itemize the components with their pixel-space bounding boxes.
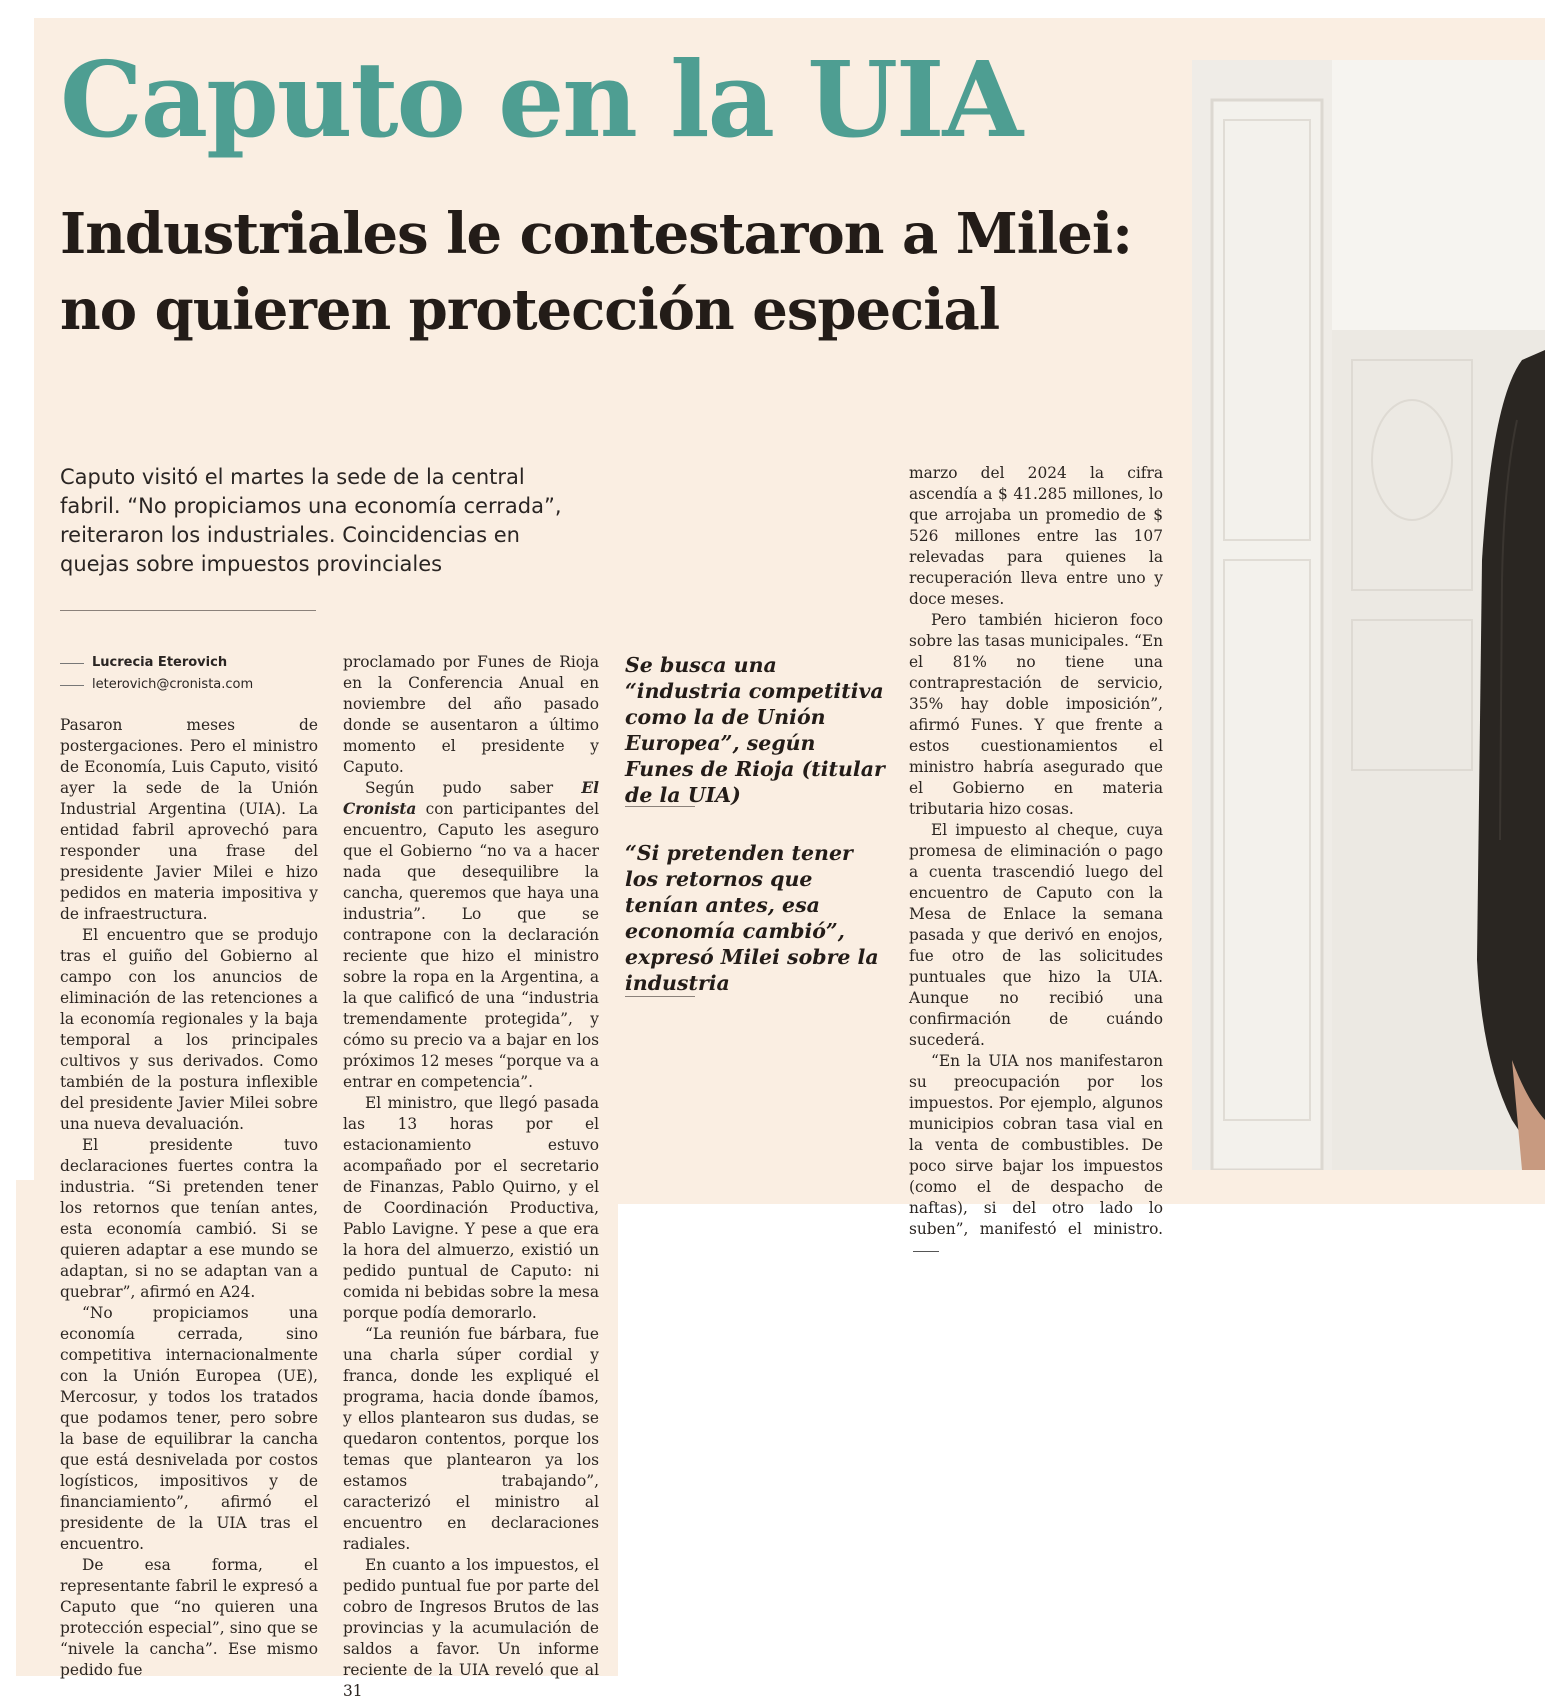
headline: Industriales le contestaron a Milei: no quieren protección especial <box>60 201 1132 343</box>
body-column-4 <box>909 463 1163 1261</box>
body-paragraph: El impuesto al cheque, cuya promesa de eliminación o pago a cuenta trascendió luego del encuentro de Caputo con la Mesa de Enlace la semana pasada y que derivó en enojos, fue otro de las solicitudes puntuales que hizo la UIA. Aunque no recibió una confirmación de cuándo sucederá. <box>909 821 1163 1049</box>
source-name: El Cronista <box>343 779 599 818</box>
body-paragraph: De esa forma, el representante fabril le expresó a Caputo que “no quieren una protección especial”, sino que se “nivele la cancha”. Ese mismo pedido fue <box>60 1556 318 1679</box>
body-paragraph: “La reunión fue bárbara, fue una charla súper cordial y franca, donde les expliqué el programa, hacia donde íbamos, y ellos plantearon sus dudas, se quedaron contentos, porque los temas que plantearon ya los estamos trabajando”, caracterizó el ministro al encuentro en declaraciones radiales. <box>343 1325 599 1553</box>
body-paragraph: Según pudo saber El Cronista con participantes del encuentro, Caputo les aseguro que el Gobierno “no va a hacer nada que desequilibre la cancha, queremos que haya una industria”. Lo que se contrapone con la declaración reciente que hizo el ministro sobre la ropa en la Argentina, a la que calificó de una “industria tremendamente protegida”, y cómo su precio va a bajar en los próximos 12 meses “porque va a entrar en competencia”. <box>343 779 599 1091</box>
body-column-1 <box>60 715 318 1681</box>
body-column-2 <box>343 652 599 1702</box>
body-paragraph: proclamado por Funes de Rioja en la Conferencia Anual en noviembre del año pasado donde se ausentaron a último momento el presidente y Caputo. <box>343 653 599 776</box>
body-paragraph: Pasaron meses de postergaciones. Pero el ministro de Economía, Luis Caputo, visitó ayer la sede de la Unión Industrial Argentina (UIA). La entidad fabril aprovechó para responder una frase del presidente Javier Milei e hizo pedidos en materia impositiva y de infraestructura. <box>60 716 318 923</box>
body-paragraph: marzo del 2024 la cifra ascendía a $ 41.285 millones, lo que arrojaba un promedio de $ 526 millones entre las 107 relevadas para quienes la recuperación lleva entre uno y doce meses. <box>909 464 1163 608</box>
pull-quote-2: “Si pretenden tener los retornos que tenían antes, esa economía cambió”, expresó Milei sobre la industria <box>625 841 879 995</box>
kicker-title: Caputo en la UIA <box>60 38 1022 161</box>
pull-quote-1: Se busca una “industria competitiva como la de Unión Europea”, según Funes de Rioja (titular de la UIA) <box>625 653 885 807</box>
body-paragraph: El ministro, que llegó pasada las 13 horas por el estacionamiento estuvo acompañado por el secretario de Finanzas, Pablo Quirno, y el de Coordinación Productiva, Pablo Lavigne. Y pese a que era la hora del almuerzo, existió un pedido puntual de Caputo: ni comida ni bebidas sobre la mesa porque podía demorarlo. <box>343 1094 599 1322</box>
body-paragraph: Pero también hicieron foco sobre las tasas municipales. “En el 81% no tiene una contraprestación de servicio, 35% hay doble imposición”, afirmó Funes. Y que frente a estos cuestionamientos el ministro habría asegurado que el Gobierno en materia tributaria hizo cosas. <box>909 611 1163 818</box>
byline-dash <box>60 685 84 686</box>
quote-divider <box>625 996 695 997</box>
byline-dash <box>60 663 84 664</box>
article-photo <box>1192 60 1545 1170</box>
author-name: Lucrecia Eterovich <box>92 655 228 670</box>
end-mark <box>913 1251 939 1252</box>
body-paragraph: En cuanto a los impuestos, el pedido puntual fue por parte del cobro de Ingresos Brutos de las provincias y la acumulación de saldos a favor. Un informe reciente de la UIA reveló que al 31 <box>343 1556 599 1700</box>
photo-illustration <box>1192 60 1545 1170</box>
body-paragraph: “No propiciamos una economía cerrada, sino competitiva internacionalmente con la Unión Europea (UE), Mercosur, y todos los tratados que podamos tener, pero sobre la base de equilibrar la cancha que está desnivelada por costos logísticos, impositivos y de financiamiento”, afirmó el presidente de la UIA tras el encuentro. <box>60 1304 318 1553</box>
byline <box>60 652 330 696</box>
body-paragraph: “En la UIA nos manifestaron su preocupación por los impuestos. Por ejemplo, algunos municipios cobran tasa vial en la venta de combustibles. De poco sirve bajar los impuestos (como el de despacho de naftas), si del otro lado lo suben”, manifestó el ministro. <box>909 1051 1163 1261</box>
lead-divider <box>60 610 316 611</box>
author-email[interactable]: leterovich@cronista.com <box>92 677 254 692</box>
body-paragraph: El presidente tuvo declaraciones fuertes contra la industria. “Si pretenden tener los retornos que tenían antes, esta economía cambió. Si se quieren adaptar a ese mundo se adaptan, si no se adaptan van a quebrar”, afirmó en A24. <box>60 1136 318 1301</box>
quote-divider <box>625 806 695 807</box>
body-paragraph: El encuentro que se produjo tras el guiño del Gobierno al campo con los anuncios de eliminación de las retenciones a la economía regionales y la baja temporal a los principales cultivos y sus derivados. Como también de la postura inflexible del presidente Javier Milei sobre una nueva devaluación. <box>60 926 318 1133</box>
lead-paragraph: Caputo visitó el martes la sede de la central fabril. “No propiciamos una economía cerrada”, reiteraron los industriales. Coincidencias en quejas sobre impuestos provinciales <box>60 465 562 576</box>
